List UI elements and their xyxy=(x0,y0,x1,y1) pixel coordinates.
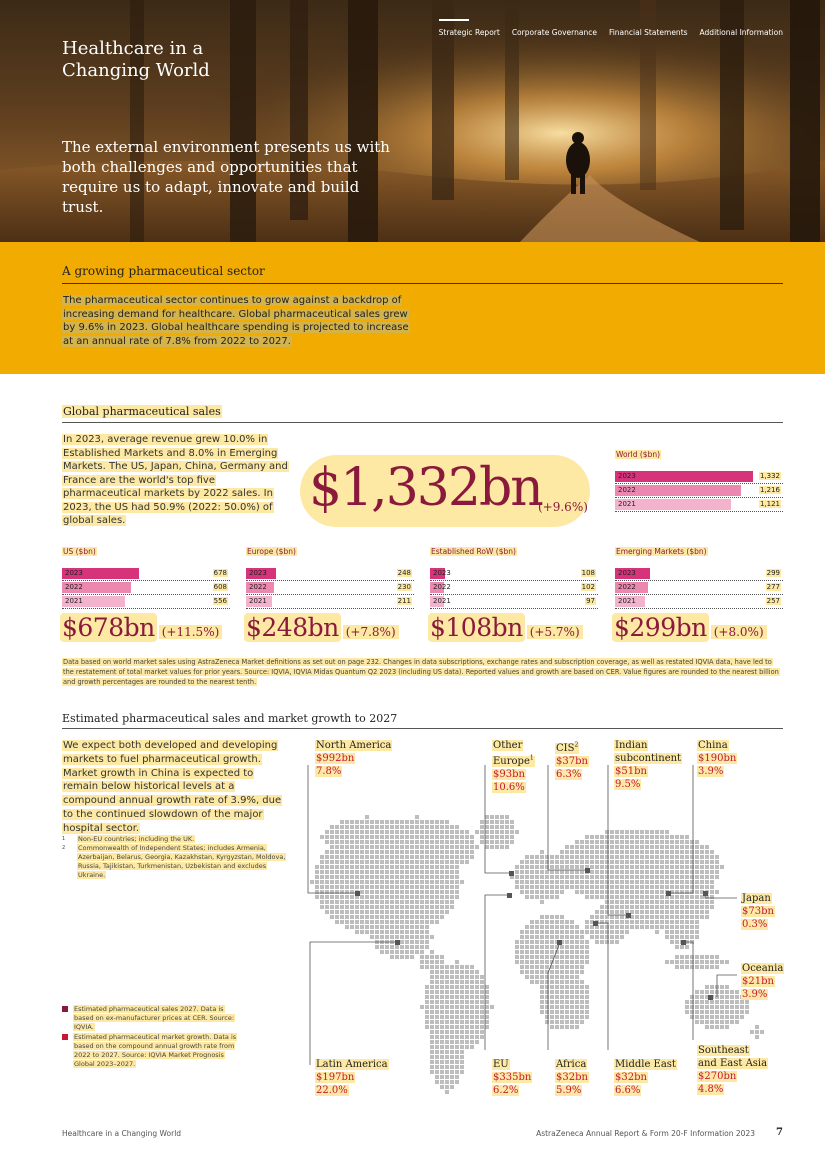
bar-year-label: 2023 xyxy=(249,569,267,577)
hero-subtitle: The external environment presents us with both challenges and opportunities that require us to adapt, innovate and build trust. xyxy=(62,138,390,216)
bar-row-2022 xyxy=(246,581,414,595)
emerging-markets-bar-chart xyxy=(615,567,783,609)
bar-value-label: 1,121 xyxy=(759,500,780,508)
bar-year-label: 2021 xyxy=(618,500,636,508)
legend-sales-swatch xyxy=(62,1006,68,1012)
bar-row-2021 xyxy=(430,595,598,609)
bar-row-2023 xyxy=(246,567,414,581)
bar-row-2021 xyxy=(615,498,783,512)
page-number: 7 xyxy=(776,1127,783,1138)
bar-row-2023 xyxy=(430,567,598,581)
bar-year-label: 2022 xyxy=(249,583,267,591)
legend-growth: Estimated pharmaceutical market growth. Data is based on the compound annual growth rate from 2022 to 2027. Source: IQVIA Market Prognosis Global 2023–2027. xyxy=(62,1033,242,1069)
region-north-america: North America $992bn 7.8% xyxy=(316,740,392,777)
bar-row-2022 xyxy=(615,581,783,595)
nav-strategic-report[interactable]: Strategic Report xyxy=(438,28,500,37)
bar-row-2023 xyxy=(615,567,783,581)
region-middle-east: Middle East $32bn 6.6% xyxy=(615,1059,676,1096)
sales-intro: In 2023, average revenue grew 10.0% in Established Markets and 8.0% in Emerging Markets. The US, Japan, China, Germany and France are the world's top five pharmaceutical markets by 2022 sales. In 2023, the US had 50.9% (2022: 50.0%) of global sales. xyxy=(63,434,288,526)
bar-value-label: 678 xyxy=(213,569,227,577)
band-text: The pharmaceutical sector continues to grow against a backdrop of increasing demand for healthcare. Global pharmaceutical sales grew by 9.6% in 2023. Global healthcare spending is projected to increase at an annual rate of 7.8% from 2022 to 2027. xyxy=(63,295,409,347)
bar-row-2022 xyxy=(430,581,598,595)
bar-value-label: 230 xyxy=(397,583,411,591)
world-chart-title: World ($bn) xyxy=(616,450,661,459)
bar-year-label: 2021 xyxy=(433,597,451,605)
region-japan: Japan $73bn 0.3% xyxy=(742,893,774,930)
bar-year-label: 2022 xyxy=(65,583,83,591)
established-row-chart-title: Established RoW ($bn) xyxy=(431,547,516,556)
page-title: Healthcare in a Changing World xyxy=(62,38,210,81)
bar-row-2022 xyxy=(62,581,230,595)
bar-row-2021 xyxy=(62,595,230,609)
region-latin-america: Latin America $197bn 22.0% xyxy=(316,1059,388,1096)
footer-report-name: AstraZeneca Annual Report & Form 20-F Information 2023 xyxy=(536,1129,755,1138)
bar-value-label: 257 xyxy=(766,597,780,605)
footnote-2: 2 Commonwealth of Independent States; includes Armenia, Azerbaijan, Belarus, Georgia, Kazakhstan, Kyrgyzstan, Moldova, Russia, Tajikistan, Turkmenistan, Uzbekistan and excludes Ukraine. xyxy=(62,844,286,879)
legend-sales: Estimated pharmaceutical sales 2027. Data is based on ex-manufacturer prices at CER. Source: IQVIA. xyxy=(62,1005,242,1032)
nav-corporate-governance[interactable]: Corporate Governance xyxy=(511,28,597,37)
bar-year-label: 2023 xyxy=(433,569,451,577)
region-china: China $190bn 3.9% xyxy=(698,740,737,777)
sales-heading: Global pharmaceutical sales xyxy=(63,405,221,418)
band-heading: A growing pharmaceutical sector xyxy=(62,264,265,278)
section-nav xyxy=(439,26,783,37)
emerging-markets-headline: $299bn (+8.0%) xyxy=(612,613,767,645)
world-bar-chart xyxy=(615,470,783,512)
nav-financial-statements[interactable]: Financial Statements xyxy=(608,28,688,37)
footnotes xyxy=(62,835,292,880)
world-sales-value: $1,332bn xyxy=(309,458,542,518)
sales-data-note: Data based on world market sales using AstraZeneca Market definitions as set out on page 232. Changes in data subscriptions, exchange rates and subscription coverage, as well as restated IQVIA data, have led to the restatement of total market values for prior years. Source: IQVIA, IQVIA Midas Quantum Q2 2023 (including US data). Reported values and growth are based on CER. Value figures are rounded to the nearest billion and growth percentages are rounded to the nearest tenth. xyxy=(63,658,779,686)
bar-row-2023 xyxy=(62,567,230,581)
emerging-markets-chart-title: Emerging Markets ($bn) xyxy=(616,547,707,556)
bar-value-label: 608 xyxy=(213,583,227,591)
nav-additional-information[interactable]: Additional Information xyxy=(699,28,783,37)
bar-row-2021 xyxy=(246,595,414,609)
estimate-heading: Estimated pharmaceutical sales and market growth to 2027 xyxy=(62,712,398,725)
us-headline: $678bn (+11.5%) xyxy=(60,613,222,645)
legend-growth-swatch xyxy=(62,1034,68,1040)
bar-value-label: 108 xyxy=(581,569,595,577)
us-bar-chart xyxy=(62,567,230,609)
bar-value-label: 1,332 xyxy=(759,472,780,480)
bar-year-label: 2023 xyxy=(65,569,83,577)
map-land-dots xyxy=(310,815,764,1094)
europe-headline: $248bn (+7.8%) xyxy=(244,613,399,645)
map-legend xyxy=(62,1005,242,1070)
bar-row-2022 xyxy=(615,484,783,498)
footer-section-name: Healthcare in a Changing World xyxy=(62,1129,182,1138)
region-other-europe: Other Europe$^1$ $93bn 10.6% xyxy=(493,740,534,794)
bar-value-label: 277 xyxy=(766,583,780,591)
bar-value-label: 556 xyxy=(213,597,227,605)
bar-year-label: 2021 xyxy=(65,597,83,605)
estimate-intro: We expect both developed and developing markets to fuel pharmaceutical growth. Market growth in China is expected to remain below historical levels at a compound annual growth rate of 3.9%, due to the continued slowdown of the major hospital sector. xyxy=(63,740,282,834)
footnote-1: 1 Non-EU countries; including the UK. xyxy=(62,835,195,843)
bar-year-label: 2021 xyxy=(249,597,267,605)
europe-chart-title: Europe ($bn) xyxy=(247,547,296,556)
bar-year-label: 2022 xyxy=(618,583,636,591)
bar-row-2023 xyxy=(615,470,783,484)
bar-year-label: 2023 xyxy=(618,569,636,577)
sales-divider xyxy=(62,422,783,423)
region-africa: Africa $32bn 5.9% xyxy=(556,1059,588,1096)
region-eu: EU $335bn 6.2% xyxy=(493,1059,532,1096)
us-chart-title: US ($bn) xyxy=(63,547,96,556)
bar-row-2021 xyxy=(615,595,783,609)
bar-value-label: 97 xyxy=(586,597,595,605)
established-row-headline: $108bn (+5.7%) xyxy=(428,613,583,645)
bar-value-label: 248 xyxy=(397,569,411,577)
europe-bar-chart xyxy=(246,567,414,609)
established-row-bar-chart xyxy=(430,567,598,609)
world-sales-growth: (+9.6%) xyxy=(538,500,588,514)
region-southeast-east-asia: Southeast and East Asia $270bn 4.8% xyxy=(698,1045,768,1095)
region-oceania: Oceania $21bn 3.9% xyxy=(742,963,784,1000)
bar-year-label: 2022 xyxy=(433,583,451,591)
bar-value-label: 211 xyxy=(397,597,411,605)
bar-year-label: 2022 xyxy=(618,486,636,494)
estimate-divider xyxy=(62,728,783,729)
band-divider xyxy=(62,283,783,284)
intro-band xyxy=(0,242,825,374)
region-indian-subcontinent: Indian subcontinent $51bn 9.5% xyxy=(615,740,682,790)
bar-value-label: 299 xyxy=(766,569,780,577)
hero-banner xyxy=(0,0,825,242)
bar-value-label: 102 xyxy=(581,583,595,591)
bar-year-label: 2021 xyxy=(618,597,636,605)
region-cis: CIS$^2$ $37bn 6.3% xyxy=(556,742,588,781)
bar-year-label: 2023 xyxy=(618,472,636,480)
bar-value-label: 1,216 xyxy=(759,486,780,494)
